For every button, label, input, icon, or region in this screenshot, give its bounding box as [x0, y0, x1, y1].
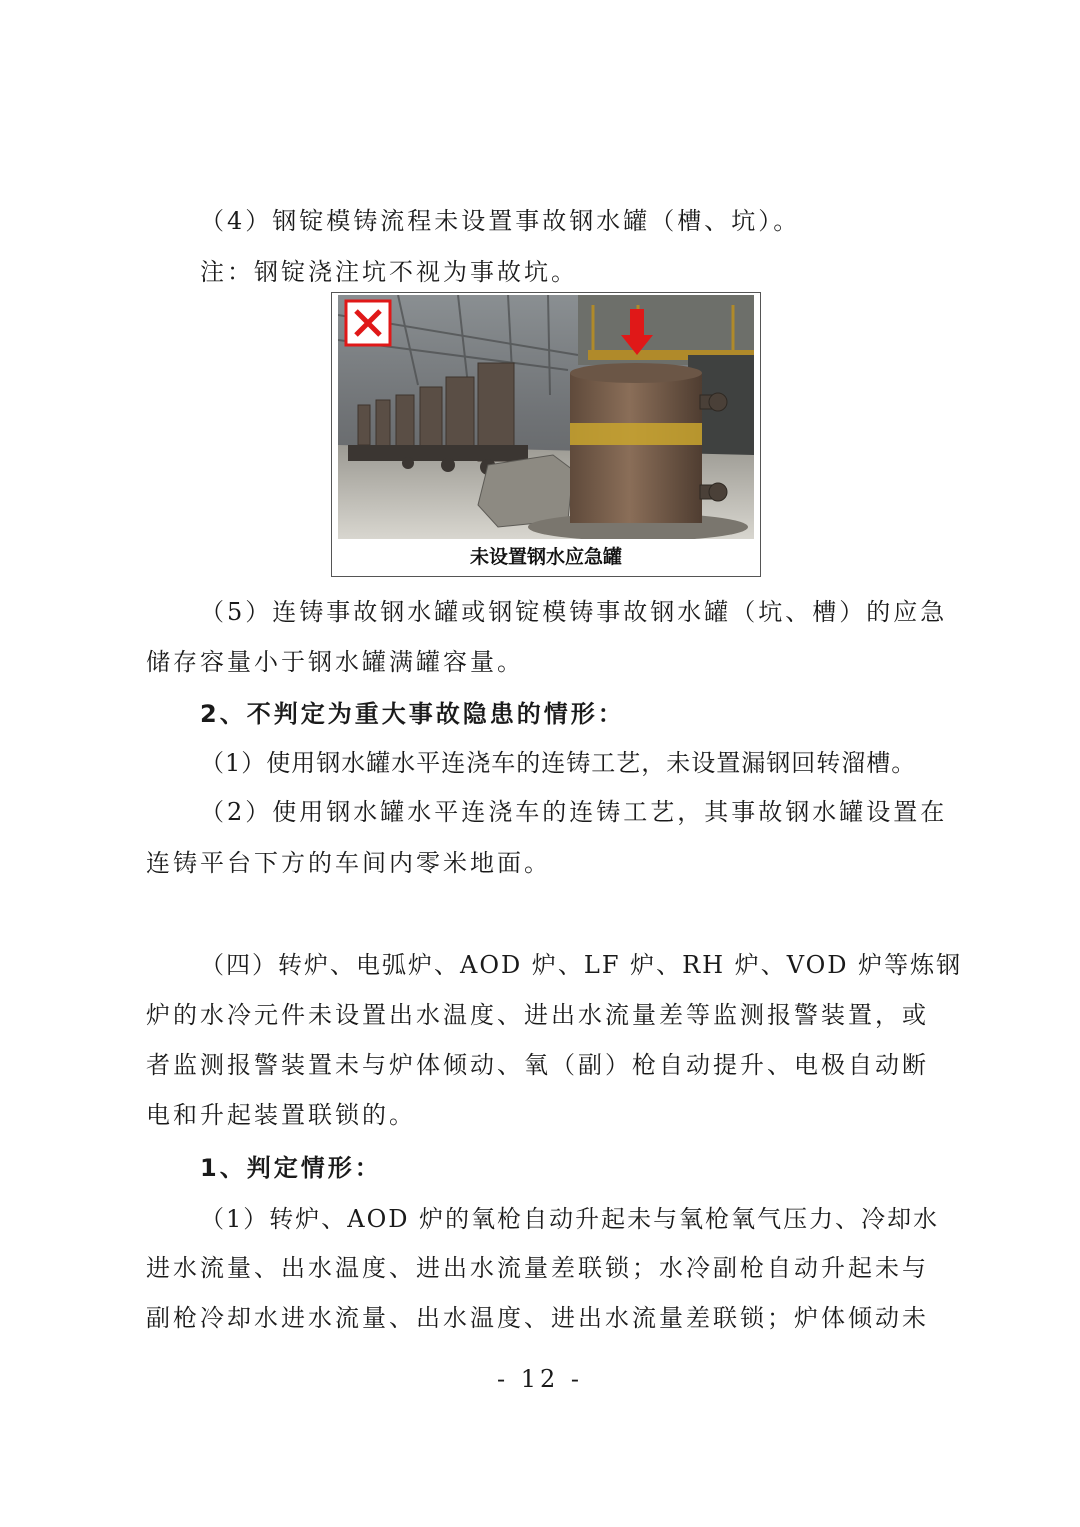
part-4-line-4: 电和升起装置联锁的。: [146, 1101, 416, 1129]
part-4-line-3: 者监测报警装置未与炉体倾动、氧（副）枪自动提升、电极自动断: [146, 1051, 929, 1079]
paragraph-item-4: （4）钢锭模铸流程未设置事故钢水罐（槽、坑）。: [200, 207, 801, 235]
section-1-item-1-line-1: （1）转炉、AOD 炉的氧枪自动升起未与氧枪氧气压力、冷却水: [200, 1205, 940, 1233]
part-4-line-2: 炉的水冷元件未设置出水温度、进出水流量差等监测报警装置，或: [146, 1001, 929, 1029]
figure: [331, 292, 761, 577]
section-1-heading: 1、判定情形：: [200, 1154, 382, 1182]
cross-mark-icon: [346, 301, 390, 345]
figure-caption: 未设置钢水应急罐: [469, 546, 622, 568]
page-number: - 12 -: [496, 1365, 583, 1393]
part-4-line-1: （四）转炉、电弧炉、AOD 炉、LF 炉、RH 炉、VOD 炉等炼钢: [200, 951, 963, 979]
photo-steel-ladle: [338, 295, 754, 539]
section-1-item-1-line-3: 副枪冷却水进水流量、出水温度、进出水流量差联锁；炉体倾动未: [146, 1304, 929, 1332]
section-2-item-1: （1）使用钢水罐水平连浇车的连铸工艺，未设置漏钢回转溜槽。: [200, 749, 917, 777]
paragraph-item-5-line-1: （5）连铸事故钢水罐或钢锭模铸事故钢水罐（坑、槽）的应急: [200, 598, 948, 626]
note-text: 注：钢锭浇注坑不视为事故坑。: [200, 258, 578, 286]
section-1-item-1-line-2: 进水流量、出水温度、进出水流量差联锁；水冷副枪自动升起未与: [146, 1254, 929, 1282]
section-2-heading: 2、不判定为重大事故隐患的情形：: [200, 700, 625, 728]
paragraph-item-5-line-2: 储存容量小于钢水罐满罐容量。: [146, 648, 524, 676]
section-2-item-2-line-1: （2）使用钢水罐水平连浇车的连铸工艺，其事故钢水罐设置在: [200, 798, 948, 826]
section-2-item-2-line-2: 连铸平台下方的车间内零米地面。: [146, 849, 551, 877]
